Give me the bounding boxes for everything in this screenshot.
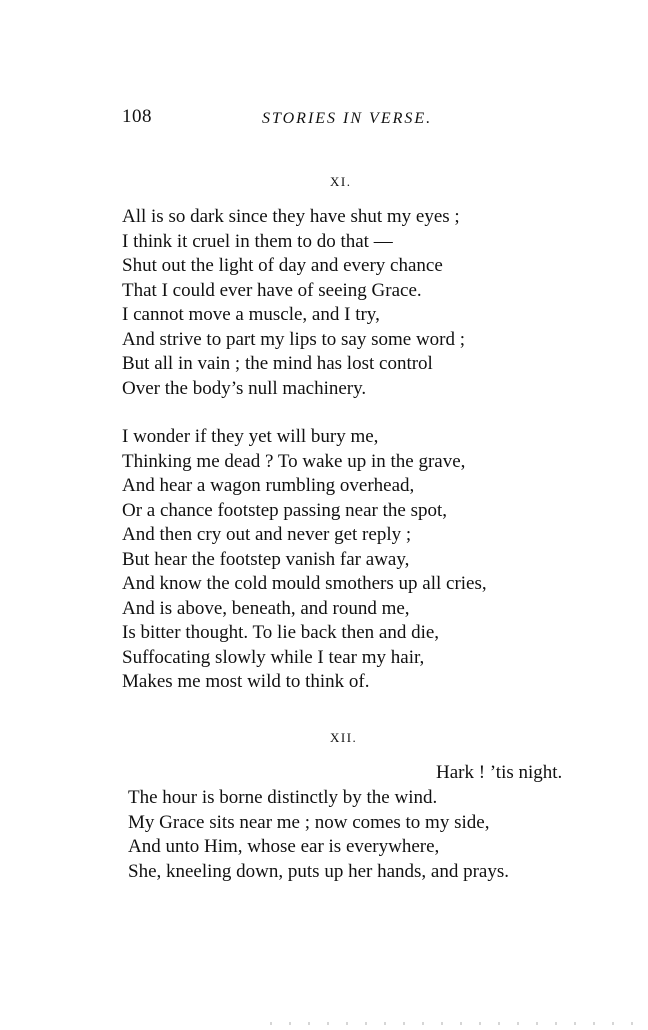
poem-line: Shut out the light of day and every chance xyxy=(122,255,443,276)
poem-line: But all in vain ; the mind has lost control xyxy=(122,353,433,374)
poem-line: And then cry out and never get reply ; xyxy=(122,524,412,545)
indented-poem-line: Hark ! ’tis night. xyxy=(436,762,563,783)
poem-line: She, kneeling down, puts up her hands, and prays. xyxy=(128,860,509,882)
section-number-xii: XII. xyxy=(330,730,358,745)
poem-line: The hour is borne distinctly by the wind. xyxy=(128,787,438,808)
scan-artifact-dots xyxy=(270,1022,640,1025)
poem-line: I wonder if they yet will bury me, xyxy=(122,426,379,447)
stanza-xi-1 xyxy=(122,205,465,401)
poem-line: But hear the footstep vanish far away, xyxy=(122,548,410,570)
running-title: STORIES IN VERSE. xyxy=(262,110,433,127)
poem-line: All is so dark since they have shut my eyes ; xyxy=(122,206,460,227)
stanza-xii-1 xyxy=(128,786,509,884)
stanza-xi-2 xyxy=(122,425,487,695)
poem-line: Makes me most wild to think of. xyxy=(122,671,370,692)
poem-line: Over the body’s null machinery. xyxy=(122,377,367,399)
poem-line: And is above, beneath, and round me, xyxy=(122,597,410,619)
poem-line: And know the cold mould smothers up all cries, xyxy=(122,573,487,594)
poem-line: I think it cruel in them to do that — xyxy=(122,230,393,252)
section-number-xi: XI. xyxy=(330,174,352,189)
poem-line: Is bitter thought. To lie back then and die, xyxy=(122,622,440,643)
poem-line: And unto Him, whose ear is everywhere, xyxy=(128,836,440,857)
poem-line: My Grace sits near me ; now comes to my side, xyxy=(128,811,490,833)
poem-line: And strive to part my lips to say some word ; xyxy=(122,328,466,350)
poem-line: Or a chance footstep passing near the spot, xyxy=(122,499,448,521)
poem-line: And hear a wagon rumbling overhead, xyxy=(122,475,415,496)
poem-line: Suffocating slowly while I tear my hair, xyxy=(122,646,425,668)
page-number: 108 xyxy=(122,106,152,127)
poem-line: That I could ever have of seeing Grace. xyxy=(122,279,422,301)
poem-line: Thinking me dead ? To wake up in the grave, xyxy=(122,450,466,472)
poem-line: I cannot move a muscle, and I try, xyxy=(122,304,380,325)
